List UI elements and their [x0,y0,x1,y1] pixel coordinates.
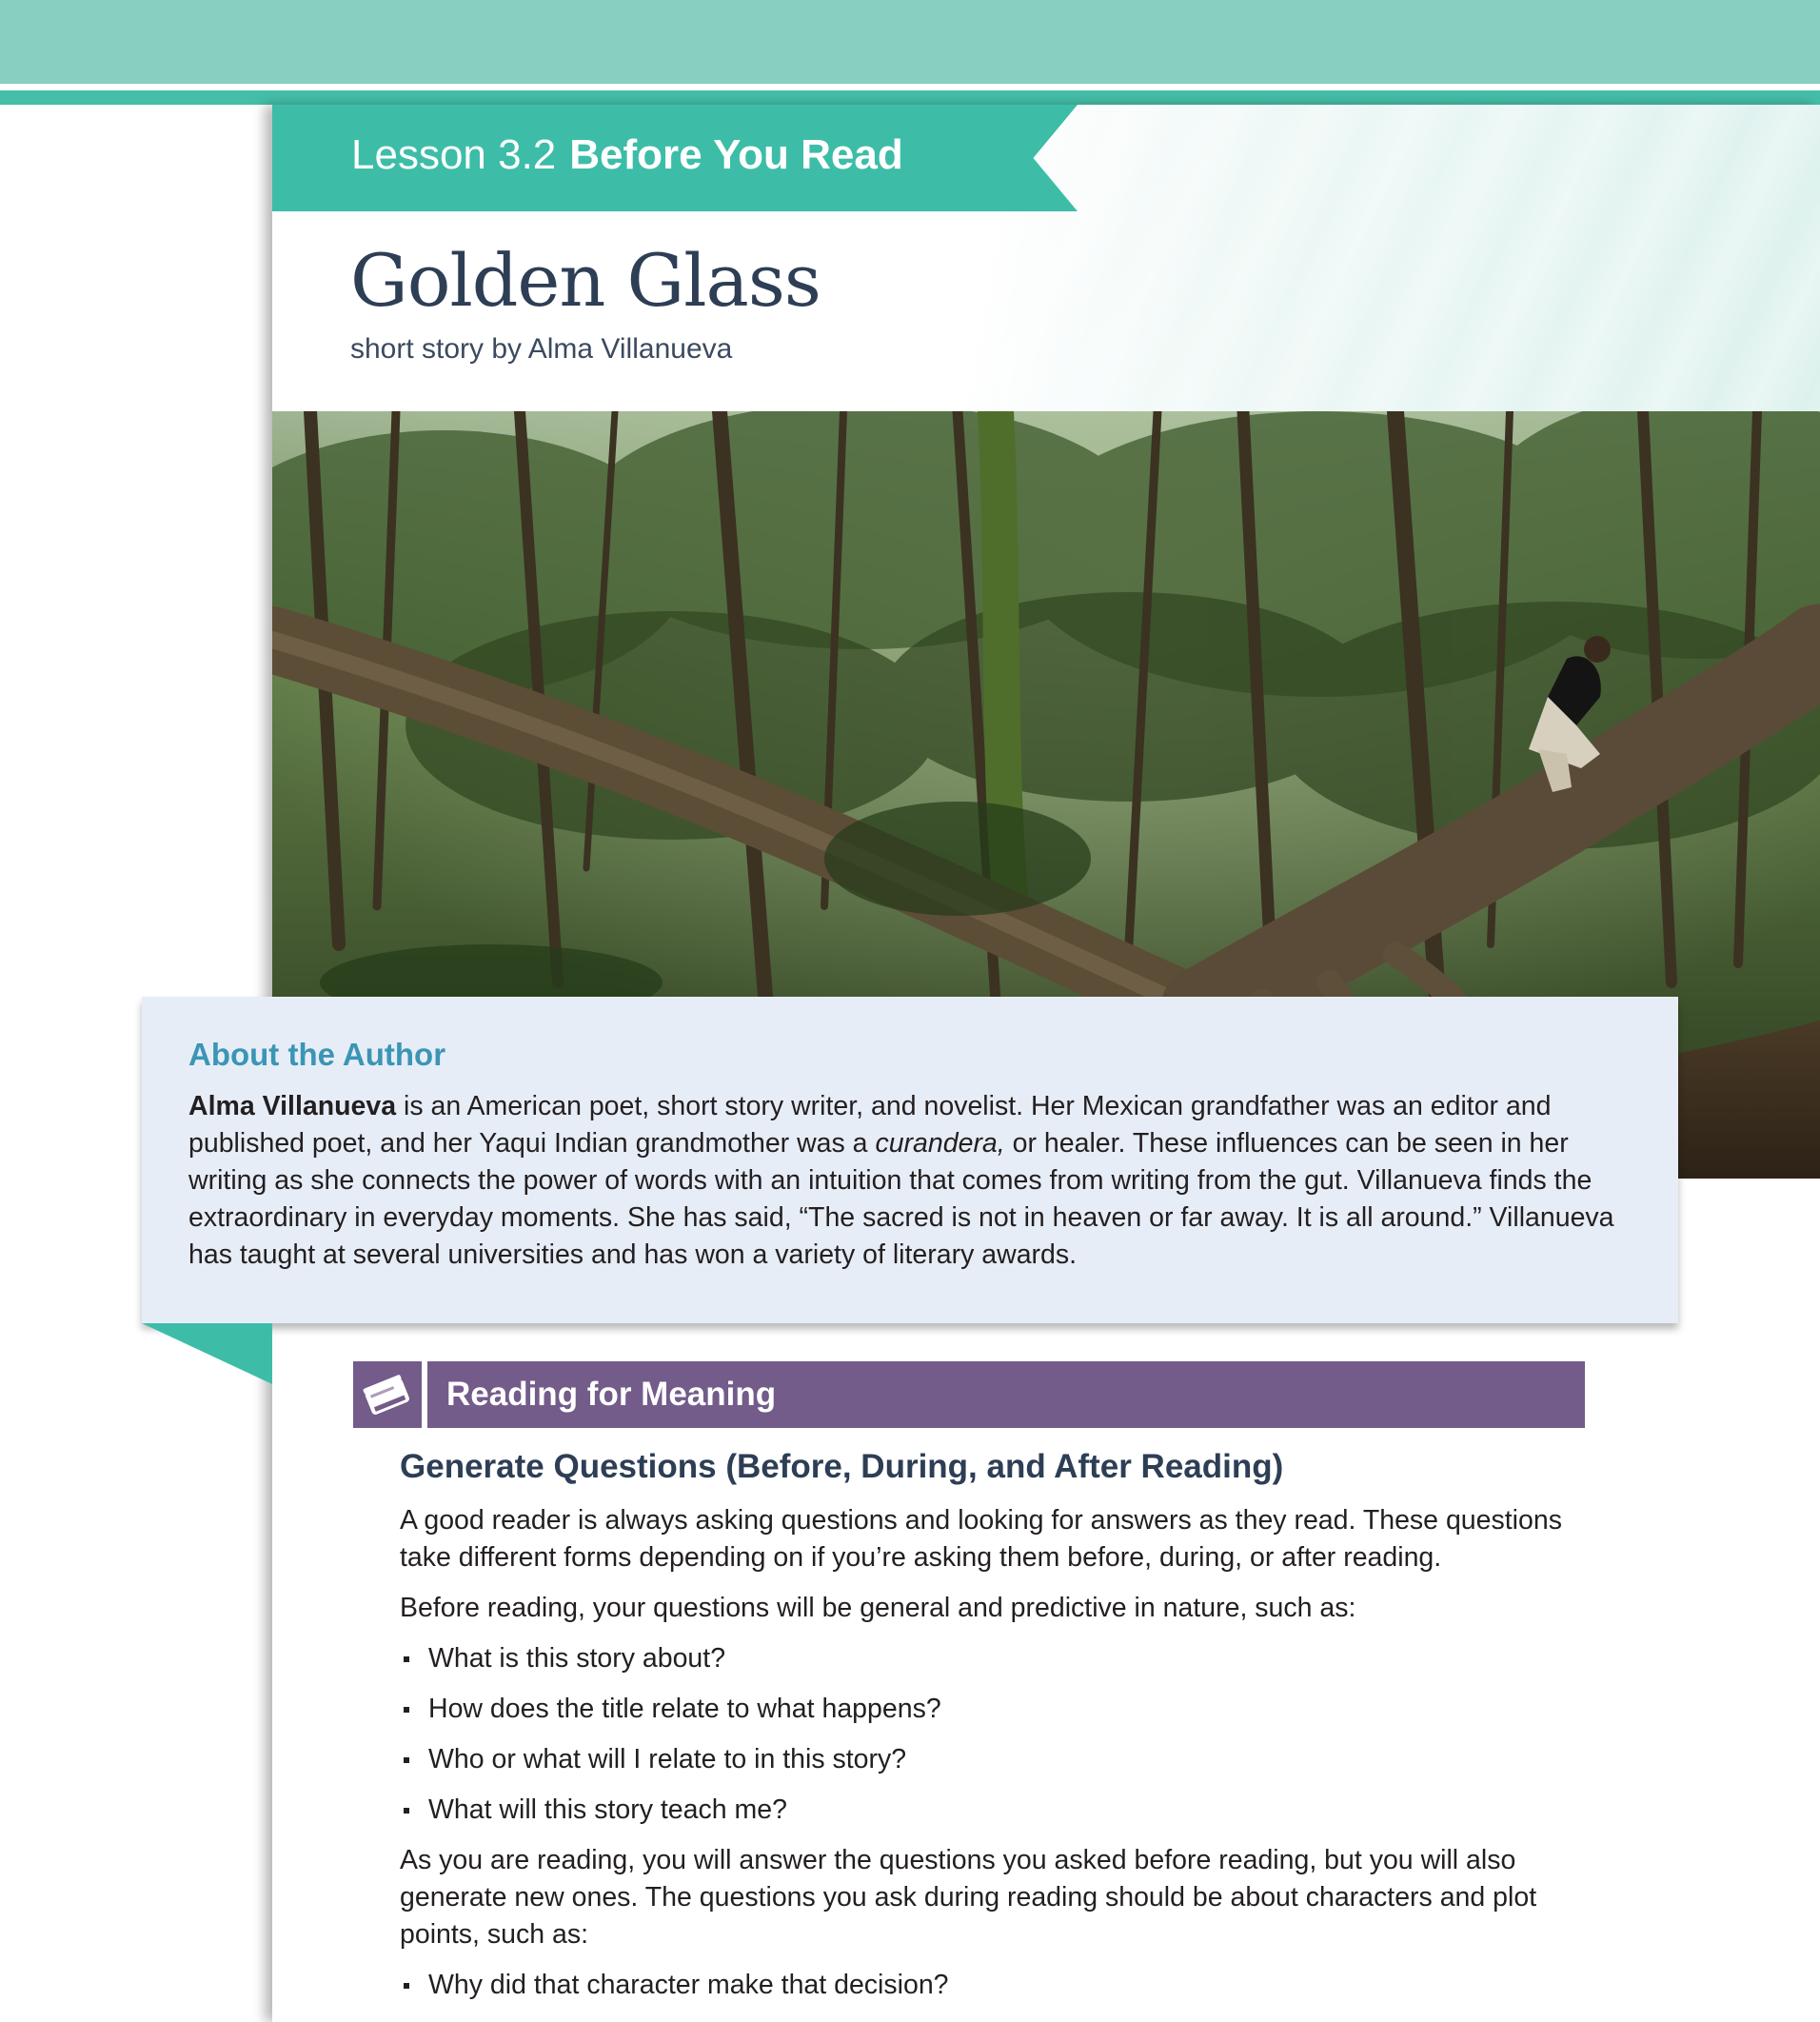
lesson-label [351,122,903,188]
reading-for-meaning-label: Reading for Meaning [446,1376,777,1413]
bullet-icon [404,1707,409,1713]
during-reading-questions [400,1967,1599,2004]
top-color-band [0,0,1820,84]
generate-questions-heading: Generate Questions (Before, During, and After Reading) [400,1448,1284,1485]
lesson-number: Lesson 3.2 [351,131,557,178]
author-name: Alma Villanueva [188,1091,397,1121]
lesson-title: Before You Read [569,131,903,178]
before-reading-intro: Before reading, your questions will be general and predictive in nature, such as: [400,1593,1356,1623]
bullet-icon [404,1983,409,1989]
book-icon [353,1361,422,1428]
list-item: Why did that character make that decision? [400,1967,1599,2004]
intro-paragraph: A good reader is always asking questions and looking for answers as they read. These questions take different forms depending on if you’re asking them before, during, or after reading. [400,1505,1562,1573]
list-item: What is this story about? [400,1640,1599,1677]
author-text-part-1: is an American poet, short story writer, and novelist. Her Mexican grandfather was an editor and published poet, and her Yaqui Indian grandmother was a [188,1091,1552,1159]
list-item: Who or what will I relate to in this story? [400,1741,1599,1778]
header-light-rays [999,105,1820,411]
author-text-part-2: or healer. These influences can be seen in her writing as she connects the power of words with an intuition that comes from writing from the gut. Villanueva finds the extraordinary in everyday moments. She has said, “The sacred is not in heaven or far away. It is all around.” Villanueva has taught at several universities and has won a variety of literary awards. [188,1128,1614,1270]
bullet-icon [404,1757,409,1763]
before-reading-questions [400,1640,1599,1829]
about-author-heading: About the Author [188,1037,446,1072]
reading-content [400,1502,1599,2017]
story-title: Golden Glass [350,238,821,323]
reading-for-meaning-icon-box [353,1361,422,1428]
author-italic-term: curandera, [875,1128,1005,1159]
about-author-text [188,1088,1635,1274]
banner-fold [142,1323,272,1384]
list-item: What will this story teach me? [400,1792,1599,1829]
top-accent-line [0,90,1820,105]
reading-for-meaning-bar [427,1361,1585,1428]
about-the-author-box [142,997,1678,1323]
bullet-icon [404,1656,409,1662]
list-item: How does the title relate to what happens? [400,1691,1599,1728]
bullet-icon [404,1808,409,1814]
story-subtitle: short story by Alma Villanueva [350,333,733,365]
during-reading-intro: As you are reading, you will answer the questions you asked before reading, but you will also generate new ones. The questions you ask during reading should be about characters and plot points, such as: [400,1845,1537,1950]
